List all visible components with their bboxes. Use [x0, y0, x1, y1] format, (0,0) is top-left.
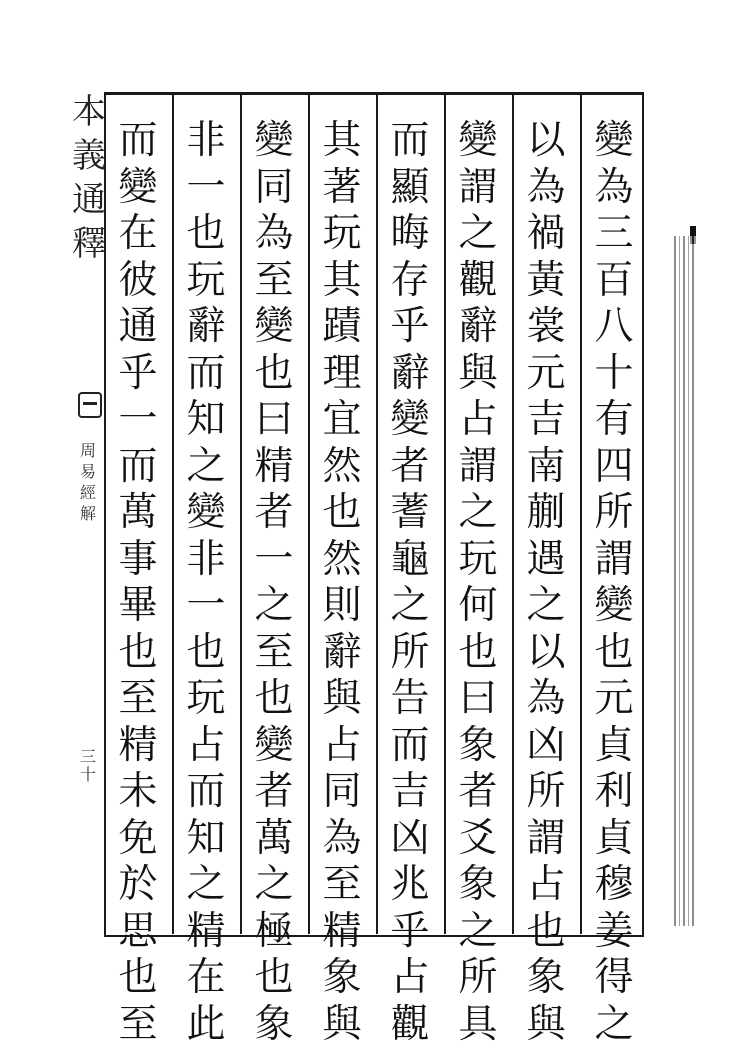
text-column-6	[246, 118, 302, 1047]
text-column-1	[586, 118, 642, 1047]
column-rule	[172, 92, 174, 934]
column-text: 變為三百八十有四所謂變也元貞利貞穆姜得之	[594, 118, 634, 1047]
column-rule	[512, 92, 514, 934]
margin-page-number: 三十	[79, 747, 96, 784]
page-margin-label	[70, 80, 104, 940]
text-column-5	[314, 118, 370, 1047]
fish-tail-mark-icon	[78, 392, 102, 418]
bleed-through-edge	[674, 236, 696, 926]
column-text: 變同為至變也曰精者一之至也變者萬之極也象	[254, 118, 294, 1047]
text-column-2	[518, 118, 574, 1047]
text-column-4	[382, 118, 438, 1047]
margin-title: 本義通釋	[72, 92, 106, 264]
column-rule	[444, 92, 446, 934]
margin-book-title: 周易經解	[79, 441, 96, 523]
text-column-8	[110, 118, 166, 1047]
column-text: 而變在彼通乎一而萬事畢也至精未免於思也至	[118, 118, 158, 1047]
text-column-3	[450, 118, 506, 1047]
column-text: 變謂之觀辭與占謂之玩何也曰象者爻象之所具	[458, 118, 498, 1047]
column-rule	[240, 92, 242, 934]
text-column-7	[178, 118, 234, 1047]
column-text: 其著玩其蹟理宜然也然則辭與占同為至精象與	[322, 118, 362, 1047]
column-text: 以為禍黃裳元吉南蒯遇之以為凶所謂占也象與	[526, 118, 566, 1047]
column-rule	[580, 92, 582, 934]
column-text: 非一也玩辭而知之變非一也玩占而知之精在此	[186, 118, 226, 1047]
column-rule	[308, 92, 310, 934]
column-text: 而顯晦存乎辭變者蓍龜之所告而吉凶兆乎占觀	[390, 118, 430, 1047]
column-rule	[376, 92, 378, 934]
